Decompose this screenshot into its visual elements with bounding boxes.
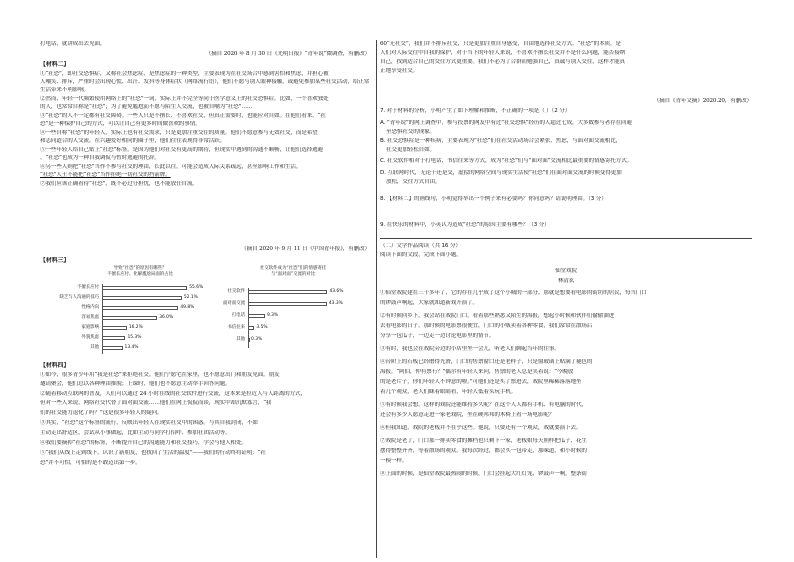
section-divider — [380, 238, 752, 239]
story-line: 的是老片子，你们年轻人不钟意的啦。”可他们还是买了票进去，戏院里稀稀落落地坐 — [380, 379, 582, 385]
value-label: 55.6% — [189, 285, 204, 290]
bar — [248, 314, 265, 318]
text-line: 和志同道合的人交流，在兴趣爱好相同的圈子里，他们往往表现得非常活跃。 — [40, 138, 226, 144]
column-divider — [376, 40, 377, 558]
source-line: （摘自 2020 年 8 月 30 日《光明日报》“青年说”微调查，有删改） — [205, 51, 370, 57]
option-line: D. 互联网时代，无论干还是交，虚拟的网络空间与现实生活使“社恐”们在面对面交流的时候变得更加 — [380, 170, 622, 176]
category-label: 缺乏与人沟通的技巧 — [59, 295, 99, 300]
text-line: 。“社恐”也成为一种自我调侃与暂时逃避的托辞。 — [40, 155, 160, 161]
category-label: 其他 — [236, 337, 245, 342]
text-line: 人们对人际交往中自我的保护，对于当下的年轻人来说，不喜欢不擅长社交并不是什么问题，能否接纳 — [380, 50, 625, 56]
section-instruction: 阅读下面的文段，完成下面小题。 — [380, 252, 462, 258]
bar — [102, 316, 157, 320]
source-line: （摘自 2020 年 9 月 11 日《中国青年报》，有删改） — [241, 246, 370, 252]
question-8: 8. 【材料二】的画线句，小明觉得举出一个例子来有必要吗？你同意吗？请说明理由。（3 分） — [380, 196, 607, 202]
underlined-sentence: “社恐”人士不能把“社恐”当作拒绝一切社交的挡箭牌。 — [40, 172, 171, 178]
option-line: B. 社交恐惧症是一种疾病，主要表现为“社恐”们在社交活动场合会紧张、焦虑，与面对面交流相比， — [380, 138, 622, 144]
text-line: ⑤一些年轻人给自己贴上“社恐”标签，是因为他们对社交有更高的期待，但现实中遇到的沟通不顺畅，让他们选择逃避 — [40, 147, 324, 153]
right-column — [380, 0, 752, 562]
bar — [248, 338, 250, 342]
story-line: ⑧上面的时候，是仙堂戏院最热闹的时候，门口会挂起大红灯笼，锣鼓声一响，整条街 — [380, 471, 587, 477]
story-line: 分享一包瓜子，一边走一边讨论电影里的情节。 — [380, 333, 495, 339]
option-line: 社交更加轻松自如。 — [386, 147, 435, 153]
option-line: C. 社交软件相对于打电话、书信往来等方式，成为“社恐”们与“面对面”交流相比最重要的情感寄托方式。 — [380, 158, 633, 164]
text-line: 恐”是一种保护自己的方式，可以让自己有更多时间做喜欢的事情。 — [40, 121, 201, 127]
category-label: 家庭影响 — [81, 325, 99, 330]
bar — [102, 326, 127, 330]
section-heading: 【材料四】 — [40, 362, 70, 369]
text-line: 人嘲笑、排斥，严重时会出现心慌、出汗、发抖等身体症状（网络流行语），他们不愿与别人眼神接触，或避免参加某些社交活动，给正常 — [40, 79, 370, 85]
story-line: ④台阶上的石板已经磨得光滑，门口的售票窗口还是老样子，只是窗玻璃上贴满了褪色的 — [380, 359, 593, 365]
value-label: 3.5% — [256, 325, 268, 330]
category-label: 容易焦虑 — [81, 315, 99, 320]
text-line: 们的社交能力退化了吗？”这是很多年轻人的疑问。 — [40, 410, 163, 416]
text-line: ⑥另一些人则把“社恐”当作不参与社交的理由，长此以往，可能会造成人际关系疏远，甚至影响工作和生活。 — [40, 164, 302, 170]
bar — [102, 346, 123, 350]
category-label: 不擅长应付 — [77, 285, 99, 290]
text-line: ④我们要摘掉“社恐”的标签，不断提升自己的沟通能力和社交技巧，学会与他人相处。 — [40, 440, 247, 446]
story-line: 摆得整整齐齐，等着散场的观众。我每次经过，都会买一包带走，那味道，和小时候的 — [380, 448, 587, 454]
text-line: 但对一些人来说，网络社交代替了面对面交流……他们在网上侃侃而谈，现实中却沉默寡言，“我 — [40, 400, 272, 406]
story-line: ⑥但我知道，戏院的老板并不在乎这些。他说，只要还有一个观众，戏就要演下去。 — [380, 425, 582, 431]
text-line: ④一些自称“社恐”的年轻人，实际上也有社交需求，只是更加注重交往的质量。他们不愿意参与无效社交，而是希望 — [40, 130, 318, 136]
category-label: 其他 — [90, 345, 99, 350]
bar — [102, 286, 187, 290]
text-line: 邀请聚会，他们总以各种理由推脱；上课时，他们也不愿意主动举手回答问题。 — [40, 381, 231, 387]
story-line: 海报。“阿伯，仲有票冇？”偶尔有年轻人来问，售票的老人总是笑着说：“今晚放 — [380, 369, 574, 375]
source-line: （摘自《青年文摘》2020.20，有删改） — [653, 98, 752, 104]
value-label: 43.3% — [328, 301, 343, 306]
text-line: ③“社恐”的人不一定都有社交障碍。一些人只是不擅长、不喜欢社交，但真正需要时，也能应对自如。在他们看来，“社 — [40, 113, 326, 119]
text-line: 生活带来不利影响。 — [40, 87, 89, 93]
text-line: 打电话，就讲成出去见面。 — [40, 41, 106, 47]
section-heading: 【材料三】 — [40, 257, 70, 264]
value-label: 36.0% — [159, 315, 174, 320]
option-line: A. “青年说”的网上调查中，参与投票的网友中有过“社交恐惧”经历的人超过七成，大多数参与者存在回避 — [380, 120, 632, 126]
option-line: 至恐惧社交的现象。 — [386, 129, 435, 135]
value-label: 0.3% — [251, 337, 263, 342]
text-line: ②随着移动互联网的普及，人们可以通过 24 小时在线的社交软件进行交流，这本来是拉近人与人距离的方式， — [40, 391, 306, 397]
option-line: 放松，交往方式自由。 — [386, 179, 441, 185]
story-line: 的锣鼓声响起，大家就知道新戏开演了。 — [380, 300, 478, 306]
value-label: 13.4% — [124, 345, 139, 350]
chart-title: 导致“社恐”的原因有哪些？ 不擅长应付、化解尴尬局面的占比 — [107, 266, 173, 277]
text-line: 正地享受社交。 — [380, 68, 419, 74]
chart-title: 社交软件成为“社恐”们的情感寄托 与“面对面”交流的对比 — [259, 266, 327, 277]
story-line: ③有时，我也会在戏院旁边的小店里坐一会儿，听老人们聊起当年的往事。 — [380, 346, 560, 352]
text-line: ②然而，年轻一代频繁使用网络上的“社恐”一词，实际上并不完全等同于医学意义上的社交恐惧症。比如，一个喜欢独处 — [40, 96, 329, 102]
section-heading: 【材料二】 — [40, 61, 70, 68]
story-line: 去看电影的日子。那时候的电影票很便宜，门口的小贩卖着各种零食，我们常常在散场后 — [380, 323, 593, 329]
story-line: 一模一样。 — [380, 458, 408, 464]
story-line: 着几个观众，老人们眯着眼睛看，年轻人低着头玩手机。 — [380, 389, 517, 395]
bar — [102, 296, 182, 300]
social-mode-bar-chart — [208, 266, 370, 358]
value-label: 16.2% — [128, 325, 143, 330]
text-line: ③其实，“社恐”这个标签的流行，反映出年轻人在现实社交中的困惑。与其自我封闭，不如 — [40, 420, 258, 426]
category-label: 外貌焦虑 — [81, 335, 99, 340]
category-label: 书信往来 — [227, 325, 245, 330]
bar — [248, 302, 327, 306]
question-7: 7. 对于材料的分析，小明产生了如下理解和推断，不正确的一项是（ ）（2 分） — [380, 108, 571, 114]
value-label: 49.8% — [180, 305, 195, 310]
value-label: 52.1% — [183, 295, 198, 300]
category-label: 社交软件 — [227, 289, 245, 294]
text-line: ①如今，很多青少年用“我是社恐”来拒绝社交。他们宁愿宅在家里，也不愿意出门和朋友见面。朋友 — [40, 372, 280, 378]
text-line: 恐”并不可怕，可怕的是不敢迈出第一步。 — [40, 460, 141, 466]
cause-bar-chart — [40, 266, 210, 358]
text-line: ⑤“我们从线上走到线下，认识了新朋友，也找回了生活的温度”——我们的行动终将证明：“社 — [40, 450, 266, 456]
story-line: 还会有多少人愿意走进一家老戏院，坐在硬邦邦的木椅上看一场电影呢？ — [380, 412, 555, 418]
text-line: 自己，找到适合自己的交往方式更重要。我们不必为了合群而勉强自己，真诚与别人交往，这样才能真 — [380, 59, 625, 65]
left-column — [40, 0, 370, 562]
category-label: 面对面交流 — [223, 301, 245, 306]
story-line: ②有时候回乡下，我会站在戏院门口，看着那些熟悉又陌生的海报，想起小时候和伙伴们偷偷溜进 — [380, 313, 615, 319]
story-author: 林清玄 — [557, 278, 575, 284]
category-label: 打电话 — [231, 313, 245, 318]
question-9: 9. 在快乐的材料中，小英认为造成“社恐”的原因主要有哪些？（3 分） — [380, 222, 550, 228]
value-label: 9.3% — [266, 313, 279, 318]
story-line: ⑤有时候我会想，这样的戏院还能维持多久呢？在这个人人都有手机、有电脑的时代， — [380, 402, 587, 408]
text-line: 的人，也常常自称是“社恐”；为了避免尴尬而不愿与陌生人交流，也被自嘲为“社恐”…… — [40, 104, 253, 110]
bar — [102, 306, 178, 310]
story-line: ①仙堂戏院建在三十多年了，它的存在几乎成了这个小城的一部分。那就是想要看电影的街坊的居民，每当门口 — [380, 290, 647, 296]
text-line: 60“无社交”，我们并不排斥社交，只是更加注重自身感受，自由地选择社交方式。“社恐”的本质，是 — [380, 41, 621, 47]
text-line: ①“社恐”，即社交恐惧症，又称社会焦虑症，是焦虑症的一种类型，主要表现为在社交场合中感到害怕和焦虑，并担心被 — [40, 71, 329, 77]
text-line: ⑦我们应该正确看待“社恐”，既不必过分担忧，也不能放任自流。 — [40, 181, 198, 187]
text-line: 主动走出舒适区，尝试从小事做起，比如主动与同学打招呼、参加社团活动等。 — [40, 430, 231, 436]
value-label: 43.6% — [329, 289, 344, 294]
bar — [102, 336, 125, 340]
story-title: 仙堂戏院 — [555, 268, 577, 274]
section-title: （二）文学作品阅读（共 16 分） — [380, 243, 461, 249]
bar — [248, 290, 327, 294]
bar — [248, 326, 254, 330]
story-line: ⑦戏院是老了，门口那一排卖零食的摊档也只剩下一家，老板娘每天照样把瓜子、花生 — [380, 438, 587, 444]
category-label: 性格内向 — [81, 305, 99, 310]
value-label: 15.3% — [127, 335, 142, 340]
